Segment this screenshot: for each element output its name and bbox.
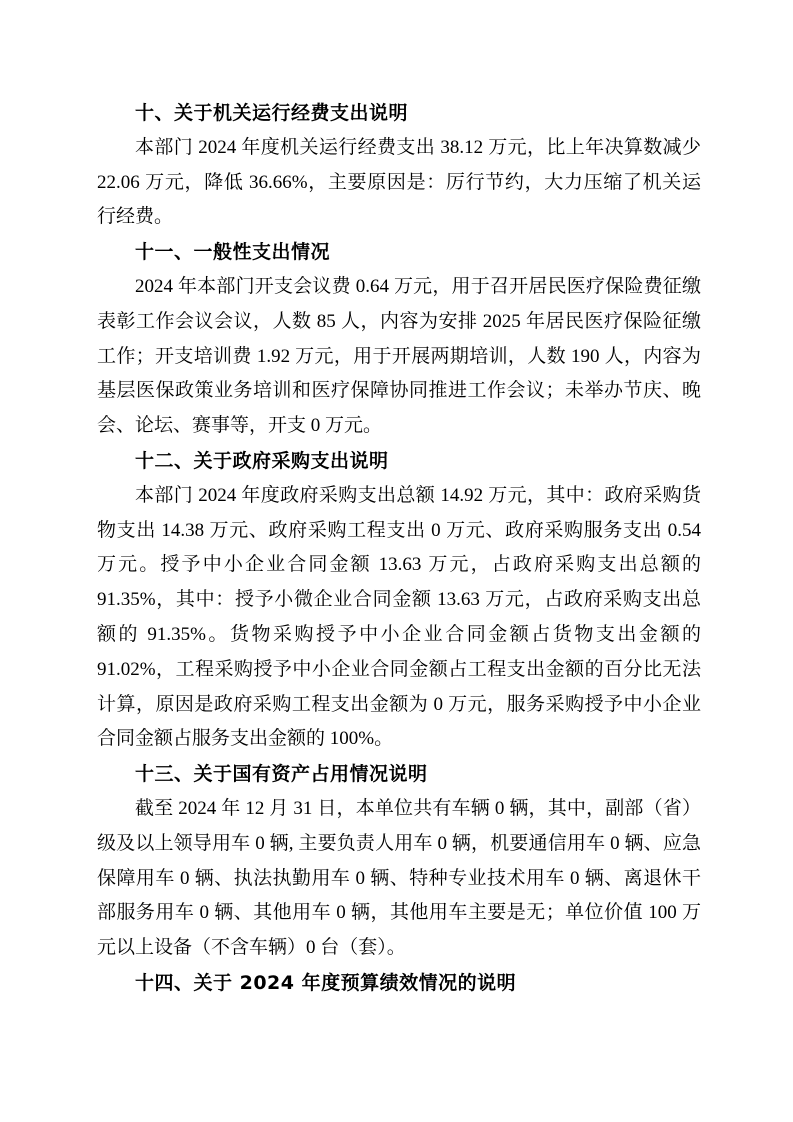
section-heading-10-agency-operating-expenses: 十、关于机关运行经费支出说明 — [135, 102, 409, 124]
section-paragraph-10: 本部门 2024 年度机关运行经费支出 38.12 万元，比上年决算数减少 22.06 万元，降低 36.66%，主要原因是：厉行节约，大力压缩了机关运行经费。 — [97, 136, 701, 228]
section-paragraph-13: 截至 2024 年 12 月 31 日，本单位共有车辆 0 辆，其中，副部（省）级及以上领导用车 0 辆, 主要负责人用车 0 辆，机要通信用车 0 辆、应急保障用车 0 辆、执法执勤用车 0 辆、特种专业技术用车 0 辆、离退休干部服务用车 0 辆、其他用车 0 辆，其他用车主要是无；单位价值 100 万元以上设备（不含车辆）0 台（套）。 — [97, 797, 701, 959]
section-heading-11-general-expenditure: 十一、一般性支出情况 — [135, 241, 331, 264]
document-content — [97, 96, 701, 1001]
section-heading-13-state-owned-assets: 十三、关于国有资产占用情况说明 — [135, 763, 428, 786]
section-paragraph-12: 本部门 2024 年度政府采购支出总额 14.92 万元，其中：政府采购货物支出 14.38 万元、政府采购工程支出 0 万元、政府采购服务支出 0.54 万元。授予中小企业合同金额 13.63 万元，占政府采购支出总额的 91.35%，其中：授予小微企业合同金额 13.63 万元，占政府采购支出总额的 91.35%。货物采购授予中小企业合同金额占货物支出金额的 91.02%，工程采购授予中小企业合同金额占工程支出金额的百分比无法计算，原因是政府采购工程支出金额为 0 万元，服务采购授予中小企业合同金额占服务支出金额的 100%。 — [97, 484, 701, 750]
section-paragraph-11: 2024 年本部门开支会议费 0.64 万元，用于召开居民医疗保险费征缴表彰工作会议会议，人数 85 人，内容为安排 2025 年居民医疗保险征缴工作；开支培训费 1.92 万元，用于开展两期培训，人数 190 人，内容为基层医保政策业务培训和医疗保障协同推进工作会议；未举办节庆、晚会、论坛、赛事等，开支 0 万元。 — [97, 275, 701, 437]
section-heading-14-budget-performance: 十四、关于 2024 年度预算绩效情况的说明 — [135, 971, 517, 994]
section-heading-12-government-procurement: 十二、关于政府采购支出说明 — [135, 449, 389, 472]
